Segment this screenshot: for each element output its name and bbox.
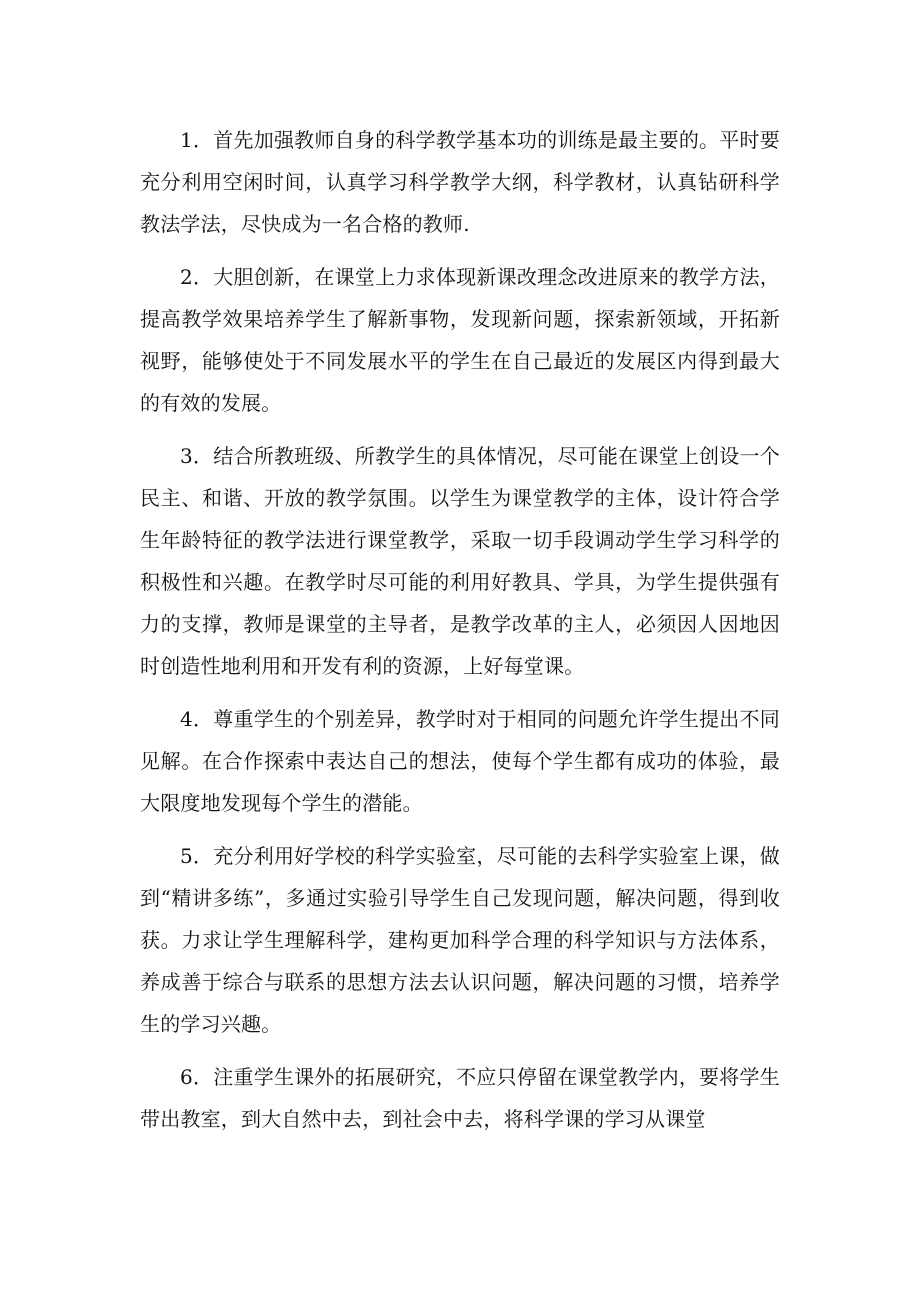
paragraph-4: 4．尊重学生的个别差异，教学时对于相同的问题允许学生提出不同见解。在合作探索中表达自己的想法，使每个学生都有成功的体验，最大限度地发现每个学生的潜能。 [140,707,780,815]
paragraph-2: 2．大胆创新，在课堂上力求体现新课改理念改进原来的教学方法，提高教学效果培养学生了解新事物，发现新问题，探索新领域，开拓新视野，能够使处于不同发展水平的学生在自己最近的发展区内得到最大的有效的发展。 [140,265,780,415]
document-body [140,119,780,1151]
paragraph-6: 6．注重学生课外的拓展研究，不应只停留在课堂教学内，要将学生带出教室，到大自然中去，到社会中去，将科学课的学习从课堂 [140,1065,780,1131]
paragraph-3: 3．结合所教班级、所教学生的具体情况，尽可能在课堂上创设一个民主、和谐、开放的教学氛围。以学生为课堂教学的主体，设计符合学生年龄特征的教学法进行课堂教学，采取一切手段调动学生学习科学的积极性和兴趣。在教学时尽可能的利用好教具、学具，为学生提供强有力的支撑，教师是课堂的主导者，是教学改革的主人，必须因人因地因时创造性地利用和开发有利的资源，上好每堂课。 [140,444,780,678]
paragraph-5: 5．充分利用好学校的科学实验室，尽可能的去科学实验室上课，做到“精讲多练”，多通过实验引导学生自己发现问题，解决问题，得到收获。力求让学生理解科学，建构更加科学合理的科学知识与方法体系，养成善于综合与联系的思想方法去认识问题，解决问题的习惯，培养学生的学习兴趣。 [140,844,780,1036]
paragraph-1: 1．首先加强教师自身的科学教学基本功的训练是最主要的。平时要充分利用空闲时间，认真学习科学教学大纲，科学教材，认真钻研科学教法学法，尽快成为一名合格的教师. [140,128,780,236]
